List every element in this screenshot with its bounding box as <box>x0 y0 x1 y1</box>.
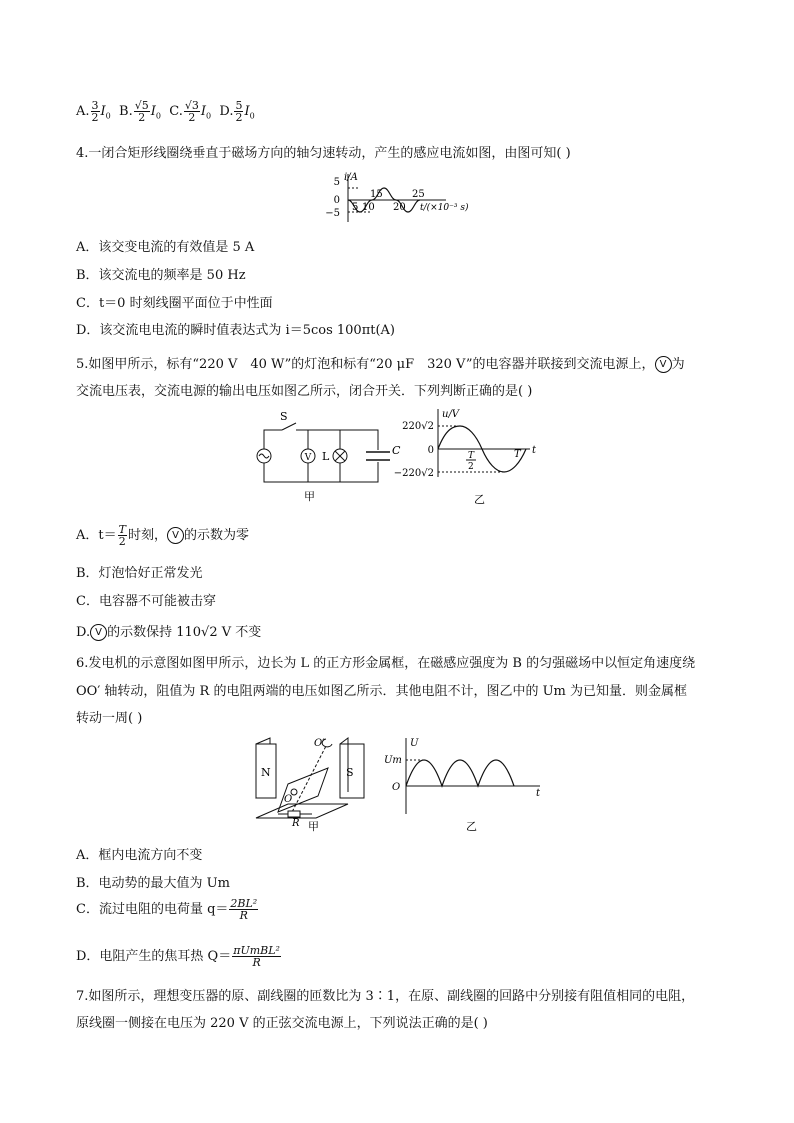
frac-num: 5 <box>235 99 243 112</box>
o-prime-label: O′ <box>314 738 325 749</box>
i-symbol: I <box>100 104 106 119</box>
a-mid: 时刻， <box>127 528 167 543</box>
q4-option-c: C．t＝0 时刻线圈平面位于中性面 <box>76 296 273 311</box>
d-pre: D．电阻产生的焦耳热 Q＝ <box>76 949 232 964</box>
t-tick-20: 20 <box>393 202 406 213</box>
frac-num: πUmBL² <box>233 944 280 957</box>
a-frac <box>118 524 127 547</box>
fig-label-jia: 甲 <box>308 820 319 833</box>
q5-option-d <box>76 621 261 641</box>
q3-options <box>76 100 255 123</box>
frac-num: √5 <box>134 99 149 112</box>
y-tick-top: 220√2 <box>402 421 434 432</box>
i-symbol: I <box>150 104 156 119</box>
frac-num: 2BL² <box>230 897 258 910</box>
switch-label: S <box>280 410 288 423</box>
frac-num: T <box>118 523 126 536</box>
q4-current-graph <box>322 168 482 224</box>
origin-label: O <box>392 782 401 793</box>
q5-option-c: C．电容器不可能被击穿 <box>76 594 216 609</box>
y-label: U <box>410 738 419 749</box>
q3-option-b-label: B. <box>119 104 133 119</box>
q7-stem-line2: 原线圈一侧接在电压为 220 V 的正弦交流电源上，下列说法正确的是( ) <box>76 1016 488 1031</box>
q4-option-a: A．该交变电流的有效值是 5 A <box>76 240 255 255</box>
q5-voltage-graph <box>393 405 548 506</box>
um-label: Um <box>384 755 402 766</box>
t-half-num: T <box>468 451 475 461</box>
t-full: T <box>514 449 521 460</box>
frac-den: 2 <box>118 535 126 548</box>
t-tick-10: 10 <box>362 202 375 213</box>
a-post: 的示数为零 <box>183 528 249 543</box>
capacitor-label: C <box>392 444 401 457</box>
t-tick-15: 15 <box>370 189 383 200</box>
q6-generator-diagram <box>248 734 378 834</box>
s-pole-label: S <box>346 766 354 779</box>
q3-option-c-label: C. <box>169 104 183 119</box>
q3-option-a-label: A. <box>76 104 90 119</box>
y-tick-bot: −220√2 <box>393 468 434 479</box>
q5-stem-text: 5.如图甲所示，标有“220 V 40 W”的灯泡和标有“20 μF 320 V”的电容器并联接到交流电源上， <box>76 357 655 372</box>
frac-den: 2 <box>188 111 196 124</box>
q3-b-frac <box>134 100 150 123</box>
t-tick-5: 5 <box>352 202 359 213</box>
q6-option-b: B．电动势的最大值为 Um <box>76 876 230 891</box>
voltmeter-symbol: V <box>167 527 184 544</box>
q6-option-a: A．框内电流方向不变 <box>76 848 203 863</box>
q4-stem: 4.一闭合矩形线圈绕垂直于磁场方向的轴匀速转动，产生的感应电流如图，由图可知( ) <box>76 146 571 161</box>
sub: 0 <box>105 111 111 121</box>
x-label: t <box>532 445 537 456</box>
i-symbol: I <box>244 104 250 119</box>
slip-ring <box>291 789 297 795</box>
t-tick-25: 25 <box>412 189 425 200</box>
sub: 0 <box>155 111 161 121</box>
c-pre: C．流过电阻的电荷量 q＝ <box>76 902 229 917</box>
frac-den: 2 <box>235 111 243 124</box>
resistor <box>288 811 300 817</box>
q5-option-a <box>76 524 249 547</box>
q7-stem-line1: 7.如图所示，理想变压器的原、副线圈的匝数比为 3∶1，在原、副线圈的回路中分别接有阻值相同的电阻， <box>76 989 695 1004</box>
q6-option-d <box>76 945 282 968</box>
frac-den: 2 <box>91 111 99 124</box>
y-tick-top: 5 <box>333 177 340 188</box>
q3-a-frac <box>91 100 100 123</box>
q6-stem-line3: 转动一周( ) <box>76 711 143 726</box>
r-label: R <box>292 818 300 829</box>
q3-option-d-label: D. <box>219 104 234 119</box>
frac-num: 3 <box>91 99 99 112</box>
q5-stem-line2: 交流电压表，交流电源的输出电压如图乙所示，闭合开关．下列判断正确的是( ) <box>76 384 533 399</box>
i-symbol: I <box>200 104 207 119</box>
lamp-label: L <box>322 450 330 463</box>
frac-num: √3 <box>184 99 199 112</box>
q5-circuit-diagram <box>252 408 402 503</box>
frac-den: R <box>239 909 248 922</box>
q6-stem-line1: 6.发电机的示意图如图甲所示，边长为 L 的正方形金属框，在磁感应强度为 B 的匀强磁场中以恒定角速度绕 <box>76 656 696 671</box>
q5-option-b: B．灯泡恰好正常发光 <box>76 566 203 581</box>
a-pre: A．t＝ <box>76 528 117 543</box>
q3-d-frac <box>234 100 243 123</box>
voltmeter-symbol: V <box>655 356 672 373</box>
y-label: i/A <box>344 172 358 183</box>
q5-stem-tail: 为 <box>671 357 685 372</box>
base-plate <box>256 804 348 818</box>
voltmeter-label: V <box>304 453 312 463</box>
y-label: u/V <box>442 409 460 420</box>
d-post: 的示数保持 110√2 V 不变 <box>107 625 262 640</box>
voltmeter-symbol: V <box>90 624 107 641</box>
q6-voltage-graph <box>380 734 550 834</box>
y-tick-bot: −5 <box>325 208 340 219</box>
q6-stem-line2: OO′ 轴转动，阻值为 R 的电阻两端的电压如图乙所示．其他电阻不计，图乙中的 Um 为已知量．则金属框 <box>76 684 688 699</box>
x-label: t <box>536 788 541 799</box>
fig-label-jia: 甲 <box>304 490 315 503</box>
fig-label-yi: 乙 <box>466 820 477 833</box>
circuit-frame <box>264 430 378 482</box>
frac-den: 2 <box>138 111 146 124</box>
o-label: O <box>284 794 293 805</box>
q6-option-c <box>76 898 259 921</box>
rectified-curve <box>406 760 514 786</box>
y-tick-zero: 0 <box>427 445 434 456</box>
q4-option-d: D．该交流电电流的瞬时值表达式为 i＝5cos 100πt(A) <box>76 323 396 338</box>
sub: 0 <box>206 111 212 121</box>
c-frac <box>229 898 258 921</box>
sub: 0 <box>249 111 255 121</box>
y-tick-zero: 0 <box>333 195 340 206</box>
t-half-den: 2 <box>468 462 474 472</box>
frac-den: R <box>252 956 261 969</box>
q5-stem-line1 <box>76 353 685 373</box>
d-frac <box>232 945 281 968</box>
q4-option-b: B．该交流电的频率是 50 Hz <box>76 268 246 283</box>
switch-gap <box>282 426 296 434</box>
q3-c-frac <box>184 100 200 123</box>
x-label: t/(×10⁻³ s) <box>420 203 469 213</box>
d-pre: D. <box>76 625 91 640</box>
n-pole-label: N <box>261 766 271 779</box>
fig-label-yi: 乙 <box>474 493 485 506</box>
